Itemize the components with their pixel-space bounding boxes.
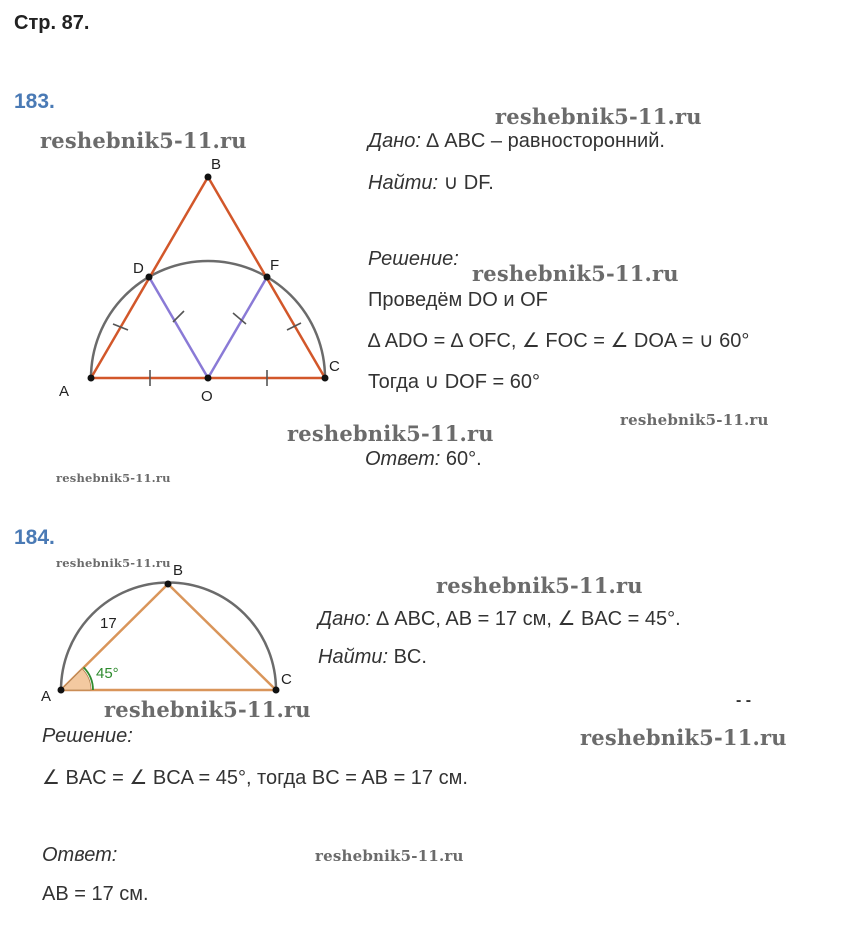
- dashes: - -: [736, 692, 752, 709]
- label-f: F: [270, 257, 280, 274]
- label-a: A: [41, 688, 52, 705]
- given-text: ∆ ABC, AB = 17 см, ∠ BAC = 45°.: [370, 608, 681, 630]
- semicircle-arc: [61, 583, 276, 691]
- figure-184: [35, 560, 300, 710]
- watermark: reshebnik5-11.ru: [436, 573, 643, 598]
- label-d: D: [133, 260, 144, 277]
- label-b: B: [211, 156, 222, 173]
- find-184: [318, 646, 427, 669]
- given-label: Дано:: [318, 608, 371, 630]
- solution-label-183: Решение:: [368, 248, 459, 270]
- watermark: reshebnik5-11.ru: [40, 128, 247, 153]
- label-a: A: [59, 383, 70, 400]
- find-text: BC.: [388, 646, 427, 668]
- step-183-2: ∆ ADO = ∆ OFC, ∠ FOC = ∠ DOA = ∪ 60°: [368, 330, 750, 352]
- given-183: [368, 130, 665, 153]
- step-183-3: Тогда ∪ DOF = 60°: [368, 371, 540, 393]
- watermark: reshebnik5-11.ru: [104, 697, 311, 722]
- watermark: reshebnik5-11.ru: [315, 847, 464, 865]
- find-label: Найти:: [368, 172, 439, 194]
- figure-183: [55, 150, 355, 410]
- label-b: B: [173, 562, 184, 579]
- watermark: reshebnik5-11.ru: [580, 725, 787, 750]
- given-label: Дано:: [368, 130, 421, 152]
- segment-of: [208, 277, 267, 378]
- step-184-1: ∠ BAC = ∠ BCA = 45°, тогда BC = AB = 17 см.: [42, 767, 468, 789]
- watermark: reshebnik5-11.ru: [56, 556, 171, 570]
- watermark: reshebnik5-11.ru: [56, 471, 171, 485]
- label-c: C: [329, 358, 340, 375]
- watermark: reshebnik5-11.ru: [620, 411, 769, 429]
- problem-183-number: 183.: [14, 90, 55, 113]
- segment-do: [149, 277, 208, 378]
- page-label: Стр. 87.: [14, 12, 90, 34]
- find-label: Найти:: [318, 646, 389, 668]
- given-184: [318, 606, 681, 631]
- answer-183: [365, 448, 482, 471]
- label-c: C: [281, 671, 292, 688]
- vertex-points: [88, 174, 329, 382]
- answer-text-184: AB = 17 см.: [42, 883, 149, 905]
- find-183: [368, 170, 494, 195]
- step-183-1: Проведём DO и OF: [368, 289, 548, 311]
- watermark: reshebnik5-11.ru: [495, 104, 702, 129]
- label-o: O: [201, 388, 213, 405]
- solution-label-184: Решение:: [42, 725, 133, 747]
- answer-label: Ответ:: [365, 448, 441, 470]
- given-text: ∆ ABC – равносторонний.: [420, 130, 665, 152]
- label-angle: 45°: [96, 665, 119, 682]
- problem-184-number: 184.: [14, 526, 55, 549]
- label-side-ab: 17: [100, 615, 117, 632]
- answer-label-184: Ответ:: [42, 844, 118, 866]
- answer-text: 60°.: [440, 448, 482, 470]
- find-text: ∪ DF.: [438, 172, 494, 194]
- watermark: reshebnik5-11.ru: [287, 421, 494, 446]
- side-bc: [168, 584, 276, 690]
- watermark: reshebnik5-11.ru: [472, 261, 679, 286]
